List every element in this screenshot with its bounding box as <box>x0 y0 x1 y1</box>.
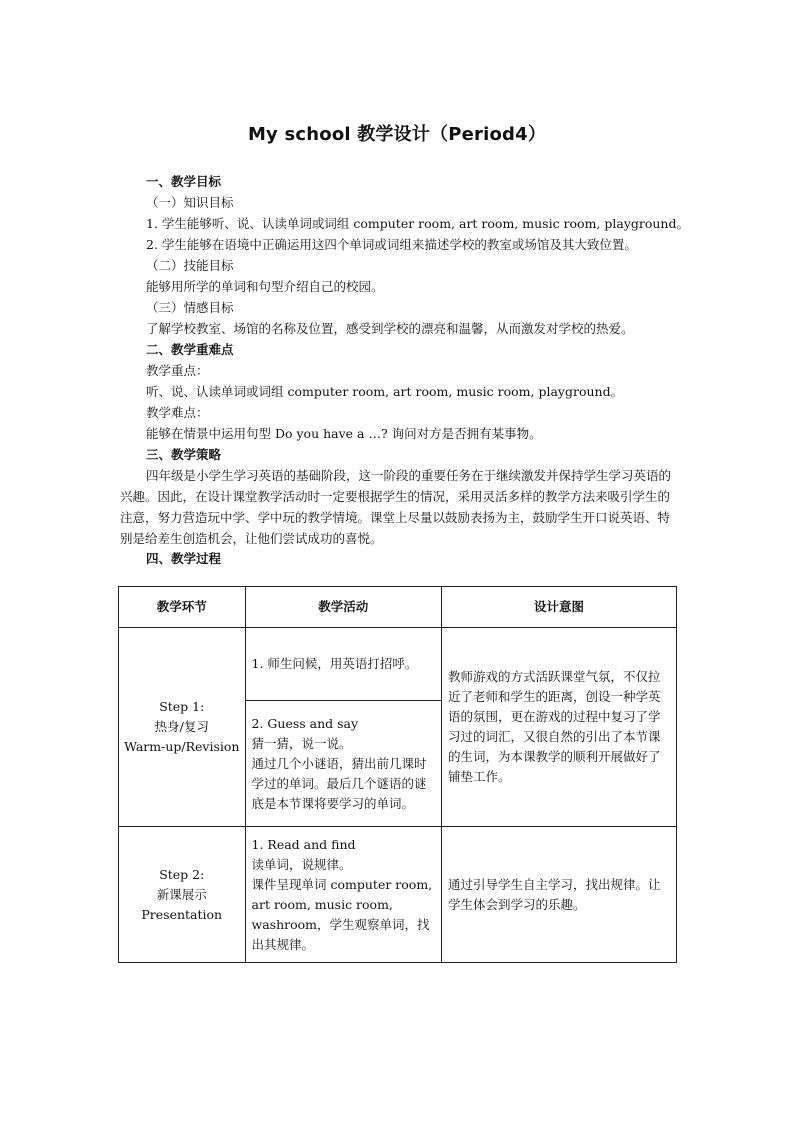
document-body <box>120 171 689 569</box>
header-stage: 教学环节 <box>119 587 246 628</box>
step2-name-cn: 新课展示 <box>156 886 207 902</box>
step1-name-en2: Warm-up/Revision <box>124 739 240 754</box>
skills-text: 能够用所学的单词和句型介绍自己的校园。 <box>146 279 384 294</box>
step1-activity-2-text: 通过几个小谜语，猜出前几课时学过的单词。最后几个谜语的谜底是本节课将要学习的单词。 <box>251 755 427 811</box>
step2-activity-1-cn: 读单词，说规律。 <box>251 856 352 872</box>
key-text: 听、说、认读单词或词组 computer room, art room, music room, playground。 <box>146 384 624 399</box>
objective-item-1: 1. 学生能够听、说、认读单词或词组 computer room, art room, music room, playground。 <box>146 216 689 231</box>
step1-intent <box>441 628 676 827</box>
subheading-emotion: （三）情感目标 <box>146 300 234 315</box>
step1-name-cn: 热身/复习 <box>154 719 209 734</box>
step2-activity-1 <box>245 827 441 963</box>
step1-activity-2 <box>245 701 441 827</box>
strategy-text: 四年级是小学生学习英语的基础阶段，这一阶段的重要任务在于继续激发并保持学生学习英语的兴趣。因此，在设计课堂教学活动时一定要根据学生的情况，采用灵活多样的教学方法来吸引学生的注意，努力营造玩中学、学中玩的教学情境。课堂上尽量以鼓励表扬为主，鼓励学生开口说英语、特别是给差生创造机会，让他们尝试成功的喜悦。 <box>120 468 672 546</box>
header-intent: 设计意图 <box>441 587 676 628</box>
header-activity: 教学活动 <box>245 587 441 628</box>
step1-name-en: Step 1: <box>159 699 205 714</box>
objective-item-2: 2. 学生能够在语境中正确运用这四个单词或词组来描述学校的教室或场馆及其大致位置。 <box>146 237 637 252</box>
step2-activity-1-text: 课件呈现单词 computer room, art room, music room, washroom，学生观察单词，找出其规律。 <box>251 876 433 952</box>
step1-activity-1-text: 1. 师生问候，用英语打招呼。 <box>251 656 418 671</box>
step2-activity-1-title: 1. Read and find <box>251 836 356 852</box>
table-header-row <box>119 587 677 628</box>
step1-activity-1 <box>245 628 441 701</box>
section-heading-objectives: 一、教学目标 <box>146 174 222 189</box>
document-title: My school 教学设计（Period4） <box>247 124 547 145</box>
section-heading-strategy: 三、教学策略 <box>146 447 222 462</box>
step1-intent-text: 教师游戏的方式活跃课堂气氛，不仅拉近了老师和学生的距离，创设一种学英语的氛围，更在游戏的过程中复习了学习过的词汇，又很自然的引出了本节课的生词，为本课教学的顺利开展做好了铺垫工作。 <box>447 669 661 784</box>
difficulty-label: 教学难点： <box>146 405 209 420</box>
table-row <box>119 827 677 963</box>
step2-intent-text: 通过引导学生自主学习，找出规律。让学生体会到学习的乐趣。 <box>447 876 661 912</box>
section-heading-keypoints: 二、教学重难点 <box>146 342 234 357</box>
step1-activity-2-cn: 猜一猜，说一说。 <box>251 735 352 751</box>
step2-name-en2: Presentation <box>141 906 223 922</box>
teaching-process-table <box>118 586 677 963</box>
emotion-text: 了解学校教室、场馆的名称及位置，感受到学校的漂亮和温馨，从而激发对学校的热爱。 <box>146 321 634 336</box>
step1-cell <box>119 628 246 827</box>
step1-activity-2-title: 2. Guess and say <box>251 715 359 731</box>
subheading-knowledge: （一）知识目标 <box>146 195 234 210</box>
table-row <box>119 628 677 701</box>
step2-intent <box>441 827 676 963</box>
step2-cell <box>119 827 246 963</box>
key-label: 教学重点： <box>146 363 209 378</box>
step2-name-en: Step 2: <box>159 866 205 882</box>
subheading-skills: （二）技能目标 <box>146 258 234 273</box>
difficulty-text: 能够在情景中运用句型 Do you have a …? 询问对方是否拥有某事物。 <box>146 426 542 441</box>
section-heading-process: 四、教学过程 <box>146 551 222 566</box>
